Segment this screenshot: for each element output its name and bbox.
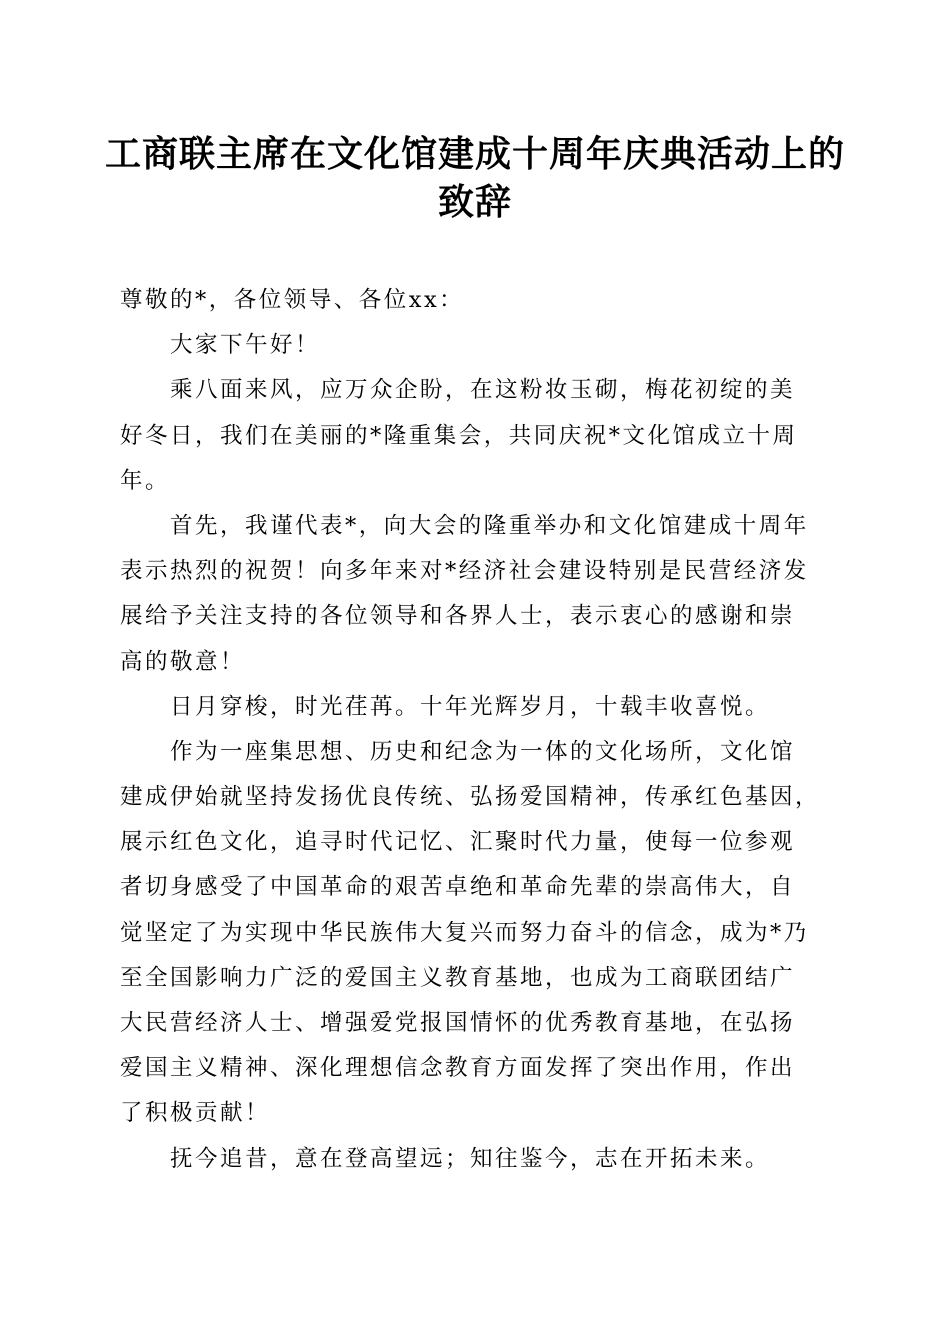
greeting-line: 大家下午好！ (170, 332, 321, 359)
paragraph-line: 展给予关注支持的各位领导和各界人士，表示衷心的感谢和崇 (120, 603, 796, 630)
paragraph-line: 日月穿梭，时光荏苒。十年光辉岁月，十载丰收喜悦。 (170, 693, 771, 720)
paragraph-line: 大民营经济人士、增强爱党报国情怀的优秀教育基地，在弘扬 (120, 1010, 796, 1036)
paragraph-line: 乘八面来风，应万众企盼，在这粉妆玉砌，梅花初绽的美 (170, 377, 796, 404)
title-line-2: 致辞 (437, 181, 512, 223)
paragraph-line: 至全国影响力广泛的爱国主义教育基地，也成为工商联团结广 (120, 964, 796, 991)
paragraph-line: 首先，我谨代表*，向大会的隆重举办和文化馆建成十周年 (170, 512, 809, 539)
paragraph-line: 展示红色文化，追寻时代记忆、汇聚时代力量，使每一位参观 (120, 829, 796, 856)
paragraph-line: 爱国主义精神、深化理想信念教育方面发挥了突出作用，作出 (120, 1055, 796, 1082)
paragraph-line: 者切身感受了中国革命的艰苦卓绝和革命先辈的崇高伟大，自 (120, 874, 796, 901)
paragraph-line: 年。 (120, 467, 171, 494)
title-line-1: 工商联主席在文化馆建成十周年庆典活动上的 (104, 133, 845, 175)
paragraph-line: 表示热烈的祝贺！向多年来对*经济社会建设特别是民营经济发 (120, 558, 809, 585)
paragraph-line: 好冬日，我们在美丽的*隆重集会，共同庆祝*文化馆成立十周 (120, 422, 798, 449)
paragraph-line: 高的敬意！ (120, 648, 246, 675)
document-title (100, 130, 850, 226)
document-body (120, 278, 832, 1182)
paragraph-line: 觉坚定了为实现中华民族伟大复兴而努力奋斗的信念，成为*乃 (120, 919, 809, 946)
paragraph-line: 抚今追昔，意在登高望远；知往鉴今，志在开拓未来。 (170, 1145, 771, 1172)
paragraph-line: 作为一座集思想、历史和纪念为一体的文化场所，文化馆 (170, 738, 796, 765)
salutation: 尊敬的*，各位领导、各位xx： (120, 287, 465, 313)
paragraph-line: 了积极贡献！ (120, 1100, 271, 1127)
paragraph-line: 建成伊始就坚持发扬优良传统、弘扬爱国精神，传承红色基因， (120, 784, 821, 811)
